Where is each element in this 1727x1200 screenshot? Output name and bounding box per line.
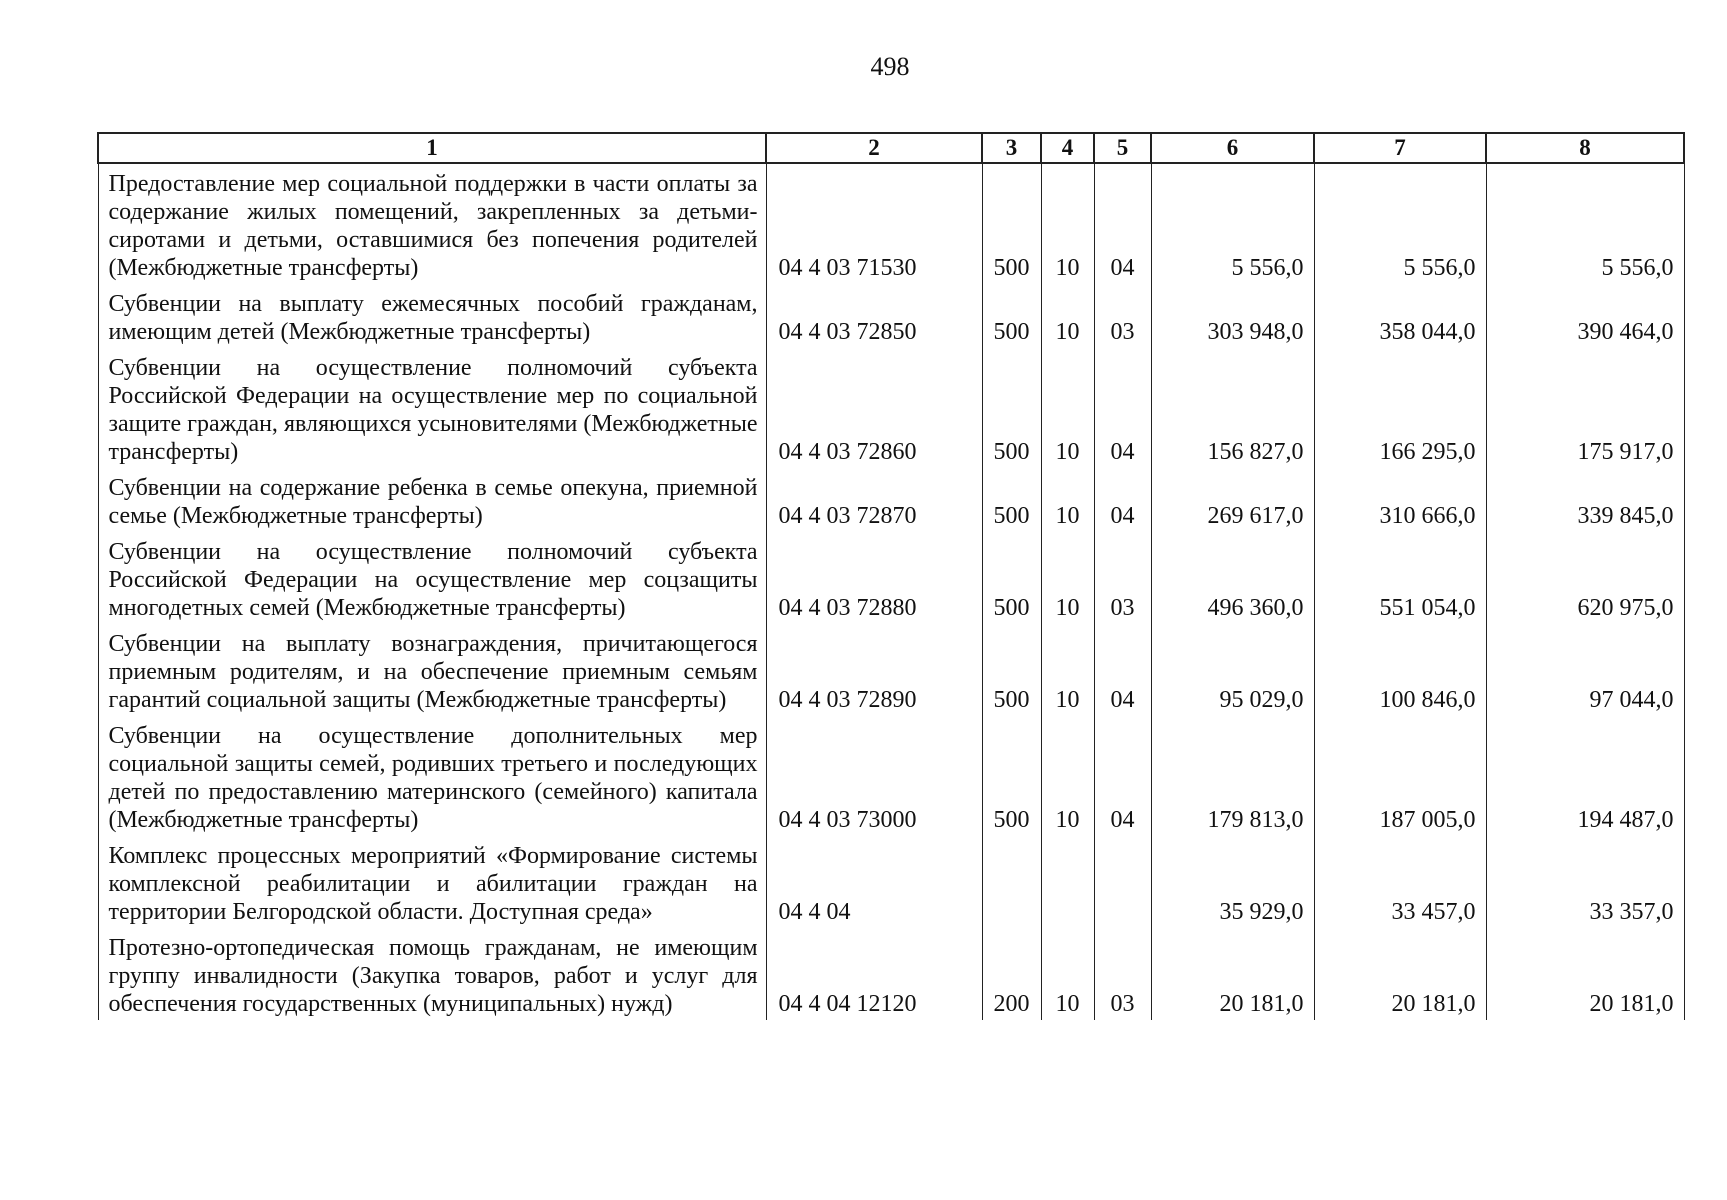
column-header: 4 — [1041, 133, 1094, 163]
column-header: 8 — [1486, 133, 1684, 163]
row-amount-year1-cell: 496 360,0 — [1151, 532, 1314, 624]
row-section-cell: 10 — [1041, 716, 1094, 836]
row-section-cell: 10 — [1041, 624, 1094, 716]
row-subsection-cell: 04 — [1094, 624, 1151, 716]
column-header: 5 — [1094, 133, 1151, 163]
row-code-cell: 04 4 03 72890 — [766, 624, 982, 716]
row-subsection-cell: 03 — [1094, 532, 1151, 624]
row-subsection-cell: 04 — [1094, 163, 1151, 284]
row-expense-type-cell: 500 — [982, 163, 1041, 284]
table-row — [98, 532, 1684, 624]
row-subsection-cell: 03 — [1094, 928, 1151, 1020]
row-section-cell: 10 — [1041, 928, 1094, 1020]
table-row — [98, 716, 1684, 836]
table-row — [98, 348, 1684, 468]
row-amount-year2-cell: 5 556,0 — [1314, 163, 1486, 284]
column-header: 1 — [98, 133, 766, 163]
row-amount-year3-cell: 194 487,0 — [1486, 716, 1684, 836]
row-expense-type-cell: 500 — [982, 532, 1041, 624]
row-amount-year2-cell: 551 054,0 — [1314, 532, 1486, 624]
column-header: 2 — [766, 133, 982, 163]
row-amount-year3-cell: 97 044,0 — [1486, 624, 1684, 716]
row-section-cell — [1041, 836, 1094, 928]
row-amount-year1-cell: 5 556,0 — [1151, 163, 1314, 284]
table-row — [98, 624, 1684, 716]
row-amount-year1-cell: 95 029,0 — [1151, 624, 1314, 716]
row-amount-year1-cell: 269 617,0 — [1151, 468, 1314, 532]
row-code-cell: 04 4 04 12120 — [766, 928, 982, 1020]
row-amount-year3-cell: 5 556,0 — [1486, 163, 1684, 284]
row-amount-year3-cell: 20 181,0 — [1486, 928, 1684, 1020]
row-code-cell: 04 4 04 — [766, 836, 982, 928]
row-code-cell: 04 4 03 73000 — [766, 716, 982, 836]
row-subsection-cell: 04 — [1094, 348, 1151, 468]
row-expense-type-cell: 200 — [982, 928, 1041, 1020]
table-row — [98, 163, 1684, 284]
column-header: 3 — [982, 133, 1041, 163]
row-amount-year3-cell: 175 917,0 — [1486, 348, 1684, 468]
row-amount-year1-cell: 303 948,0 — [1151, 284, 1314, 348]
table-body — [98, 163, 1684, 1020]
row-amount-year2-cell: 166 295,0 — [1314, 348, 1486, 468]
row-name-cell: Субвенции на осуществление полномочий субъекта Российской Федерации на осуществление мер соцзащиты многодетных семей (Межбюджетные трансферты) — [98, 532, 766, 624]
row-name-cell: Субвенции на выплату вознаграждения, причитающегося приемным родителям, и на обеспечение приемным семьям гарантий социальной защиты (Межбюджетные трансферты) — [98, 624, 766, 716]
row-amount-year1-cell: 156 827,0 — [1151, 348, 1314, 468]
row-subsection-cell: 04 — [1094, 716, 1151, 836]
row-amount-year3-cell: 339 845,0 — [1486, 468, 1684, 532]
row-section-cell: 10 — [1041, 284, 1094, 348]
row-code-cell: 04 4 03 71530 — [766, 163, 982, 284]
row-amount-year2-cell: 20 181,0 — [1314, 928, 1486, 1020]
row-expense-type-cell: 500 — [982, 284, 1041, 348]
row-expense-type-cell: 500 — [982, 624, 1041, 716]
row-amount-year2-cell: 33 457,0 — [1314, 836, 1486, 928]
budget-table — [97, 132, 1685, 1020]
table-row — [98, 468, 1684, 532]
row-code-cell: 04 4 03 72860 — [766, 348, 982, 468]
row-expense-type-cell: 500 — [982, 468, 1041, 532]
column-header: 7 — [1314, 133, 1486, 163]
row-name-cell: Субвенции на содержание ребенка в семье опекуна, приемной семье (Межбюджетные трансферты) — [98, 468, 766, 532]
row-name-cell: Комплекс процессных мероприятий «Формирование системы комплексной реабилитации и абилитации граждан на территории Белгородской области. Доступная среда» — [98, 836, 766, 928]
row-code-cell: 04 4 03 72850 — [766, 284, 982, 348]
table-row — [98, 928, 1684, 1020]
row-name-cell: Субвенции на осуществление дополнительных мер социальной защиты семей, родивших третьего и последующих детей по предоставлению материнского (семейного) капитала (Межбюджетные трансферты) — [98, 716, 766, 836]
row-name-cell: Предоставление мер социальной поддержки в части оплаты за содержание жилых помещений, закрепленных за детьми-сиротами и детьми, оставшимися без попечения родителей (Межбюджетные трансферты) — [98, 163, 766, 284]
row-amount-year3-cell: 33 357,0 — [1486, 836, 1684, 928]
row-subsection-cell: 03 — [1094, 284, 1151, 348]
row-subsection-cell — [1094, 836, 1151, 928]
row-expense-type-cell: 500 — [982, 348, 1041, 468]
table-row — [98, 836, 1684, 928]
row-section-cell: 10 — [1041, 532, 1094, 624]
row-name-cell: Субвенции на осуществление полномочий субъекта Российской Федерации на осуществление мер по социальной защите граждан, являющихся усыновителями (Межбюджетные трансферты) — [98, 348, 766, 468]
row-section-cell: 10 — [1041, 163, 1094, 284]
row-section-cell: 10 — [1041, 468, 1094, 532]
row-subsection-cell: 04 — [1094, 468, 1151, 532]
row-expense-type-cell — [982, 836, 1041, 928]
row-amount-year1-cell: 179 813,0 — [1151, 716, 1314, 836]
table-header-row — [98, 133, 1684, 163]
row-expense-type-cell: 500 — [982, 716, 1041, 836]
row-amount-year1-cell: 35 929,0 — [1151, 836, 1314, 928]
column-header: 6 — [1151, 133, 1314, 163]
row-amount-year2-cell: 187 005,0 — [1314, 716, 1486, 836]
row-code-cell: 04 4 03 72870 — [766, 468, 982, 532]
row-amount-year1-cell: 20 181,0 — [1151, 928, 1314, 1020]
row-name-cell: Субвенции на выплату ежемесячных пособий гражданам, имеющим детей (Межбюджетные трансферты) — [98, 284, 766, 348]
row-amount-year2-cell: 310 666,0 — [1314, 468, 1486, 532]
row-amount-year2-cell: 100 846,0 — [1314, 624, 1486, 716]
row-name-cell: Протезно-ортопедическая помощь гражданам, не имеющим группу инвалидности (Закупка товаров, работ и услуг для обеспечения государственных (муниципальных) нужд) — [98, 928, 766, 1020]
row-amount-year3-cell: 390 464,0 — [1486, 284, 1684, 348]
table-row — [98, 284, 1684, 348]
row-amount-year3-cell: 620 975,0 — [1486, 532, 1684, 624]
row-section-cell: 10 — [1041, 348, 1094, 468]
row-code-cell: 04 4 03 72880 — [766, 532, 982, 624]
page-number: 498 — [870, 52, 910, 81]
row-amount-year2-cell: 358 044,0 — [1314, 284, 1486, 348]
